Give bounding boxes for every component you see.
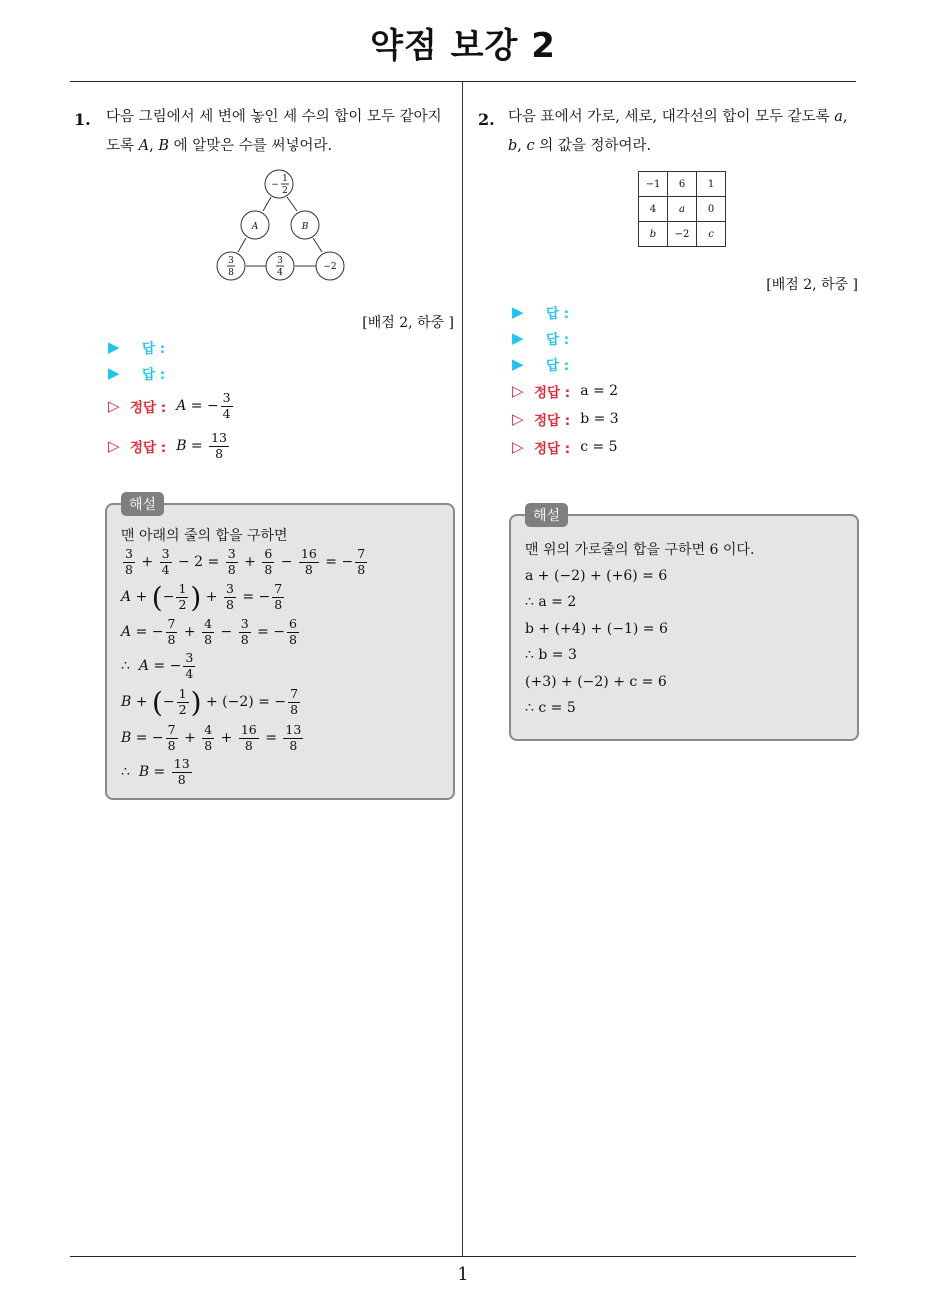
solution-line: B = − $\frac{7}{8}$ + $\frac{4}{8}$ + $\frac{16}{8}$ = $\frac{13}{8}$ <box>121 722 302 753</box>
solution-line: B + ( − $\frac{1}{2}$ ) + (−2) = − $\frac{7}{8}$ <box>121 685 299 719</box>
solution-line: A + ( − $\frac{1}{2}$ ) + $\frac{3}{8}$ = − $\frac{7}{8}$ <box>121 580 283 614</box>
solution-line: b + (+4) + (−1) = 6 <box>525 620 668 637</box>
correct-label: 정답 : <box>534 413 571 429</box>
solution-line: ∴ B = $\frac{13}{8}$ <box>121 756 190 787</box>
edge-right-bottom <box>313 238 322 252</box>
table-cell: −1 <box>639 172 668 197</box>
magic-square-table <box>638 171 726 247</box>
solution-body <box>121 525 441 789</box>
solution-line: ∴ b = 3 <box>525 647 577 663</box>
correct-answer-row <box>512 405 619 433</box>
play-triangle-icon: ▶ <box>512 329 524 347</box>
answer-row <box>512 351 619 377</box>
solution-line: ∴ c = 5 <box>525 700 576 716</box>
answer-label: 답 : <box>546 332 570 348</box>
correct-answer-a: a = 2 <box>580 383 619 399</box>
table-cell: 1 <box>697 172 726 197</box>
outline-triangle-icon: ▷ <box>512 382 524 400</box>
play-triangle-icon: ▶ <box>512 355 524 373</box>
solution-line: ∴ A = − $\frac{3}{4}$ <box>121 650 194 681</box>
solution-tab: 해설 <box>525 503 568 527</box>
solution-line: 맨 위의 가로줄의 합을 구하면 6 이다. <box>525 542 755 558</box>
correct-answer-row <box>108 386 235 426</box>
correct-answer-c: c = 5 <box>580 439 618 455</box>
problem2-text-line1: 다음 표에서 가로, 세로, 대각선의 합이 모두 같도록 a, <box>508 109 848 125</box>
correct-answer-row <box>512 433 619 461</box>
triangle-diagram <box>205 165 355 290</box>
node-top-den: 2 <box>282 186 288 196</box>
problem1-score: [배점 2, 하중 ] <box>362 315 454 331</box>
header-rule <box>70 81 856 82</box>
problem1-number: 1. <box>74 110 91 129</box>
table-row <box>639 222 726 247</box>
node-bottom-left-num: 3 <box>228 256 234 266</box>
node-left-mid-label: A <box>251 222 259 232</box>
page-title: 약점 보강 2 <box>370 26 556 66</box>
correct-label: 정답 : <box>534 385 571 401</box>
table-cell: a <box>668 197 697 222</box>
answer-row <box>512 299 619 325</box>
outline-triangle-icon: ▷ <box>512 410 524 428</box>
solution-line: $\frac{3}{8}$ + $\frac{3}{4}$ − 2 = $\frac{3}{8}$ + $\frac{6}{8}$ − $\frac{16}{8}$ = − $\frac{7}{8}$ <box>125 546 366 577</box>
problem1-text-line2: 도록 A, B 에 알맞은 수를 써넣어라. <box>106 138 333 154</box>
outline-triangle-icon: ▷ <box>108 437 120 455</box>
problem2-score: [배점 2, 하중 ] <box>766 277 858 293</box>
node-right-mid-label: B <box>301 222 309 232</box>
problem2-number: 2. <box>478 110 495 129</box>
play-triangle-icon: ▶ <box>512 303 524 321</box>
node-bottom-right-label: −2 <box>323 262 337 272</box>
node-top-sign: − <box>271 180 279 190</box>
table-row <box>639 197 726 222</box>
play-triangle-icon: ▶ <box>108 338 120 356</box>
answer-label: 답 : <box>142 341 166 357</box>
correct-label: 정답 : <box>130 400 167 416</box>
correct-answer-A: A = − $\frac{3}{4}$ <box>176 390 231 421</box>
problem1-text <box>106 103 456 161</box>
table-cell: b <box>639 222 668 247</box>
solution-line: 맨 아래의 줄의 합을 구하면 <box>121 528 288 544</box>
solution-line: (+3) + (−2) + c = 6 <box>525 673 667 690</box>
correct-answer-row <box>108 426 235 466</box>
problem2-text <box>508 103 860 161</box>
answer-label: 답 : <box>546 358 570 374</box>
column-divider <box>462 82 463 1257</box>
problem2-solution-box <box>509 508 859 741</box>
solution-body <box>525 536 845 721</box>
page-number: 1 <box>457 1264 469 1285</box>
correct-answer-B: B = $\frac{13}{8}$ <box>176 430 228 461</box>
correct-answer-row <box>512 377 619 405</box>
table-cell: 6 <box>668 172 697 197</box>
problem2-answers <box>512 299 619 461</box>
answer-label: 답 : <box>546 306 570 322</box>
problem1-solution-box <box>105 497 455 800</box>
table-cell: c <box>697 222 726 247</box>
outline-triangle-icon: ▷ <box>512 438 524 456</box>
answer-row <box>512 325 619 351</box>
solution-line: ∴ a = 2 <box>525 594 577 610</box>
edge-top-left <box>263 197 271 211</box>
table-row <box>639 172 726 197</box>
answer-row <box>108 360 235 386</box>
edge-top-right <box>287 197 297 211</box>
play-triangle-icon: ▶ <box>108 364 120 382</box>
footer-rule <box>70 1256 856 1257</box>
node-bottom-mid-num: 3 <box>277 256 283 266</box>
table-cell: −2 <box>668 222 697 247</box>
problem2-text-line2: b, c 의 값을 정하여라. <box>508 138 652 154</box>
problem1-text-line1: 다음 그림에서 세 변에 놓인 세 수의 합이 모두 같아지 <box>106 109 442 125</box>
solution-line: A = − $\frac{7}{8}$ + $\frac{4}{8}$ − $\frac{3}{8}$ = − $\frac{6}{8}$ <box>121 616 297 647</box>
solution-line: a + (−2) + (+6) = 6 <box>525 567 668 584</box>
correct-label: 정답 : <box>534 441 571 457</box>
answer-label: 답 : <box>142 367 166 383</box>
solution-tab: 해설 <box>121 492 164 516</box>
outline-triangle-icon: ▷ <box>108 397 120 415</box>
answer-row <box>108 334 235 360</box>
correct-answer-b: b = 3 <box>580 411 619 427</box>
table-cell: 0 <box>697 197 726 222</box>
node-top-num: 1 <box>282 174 288 184</box>
table-cell: 4 <box>639 197 668 222</box>
edge-left-bottom <box>238 238 246 252</box>
node-bottom-mid-den: 4 <box>277 268 283 278</box>
correct-label: 정답 : <box>130 440 167 456</box>
problem1-answers <box>108 334 235 466</box>
node-bottom-left-den: 8 <box>228 268 234 278</box>
